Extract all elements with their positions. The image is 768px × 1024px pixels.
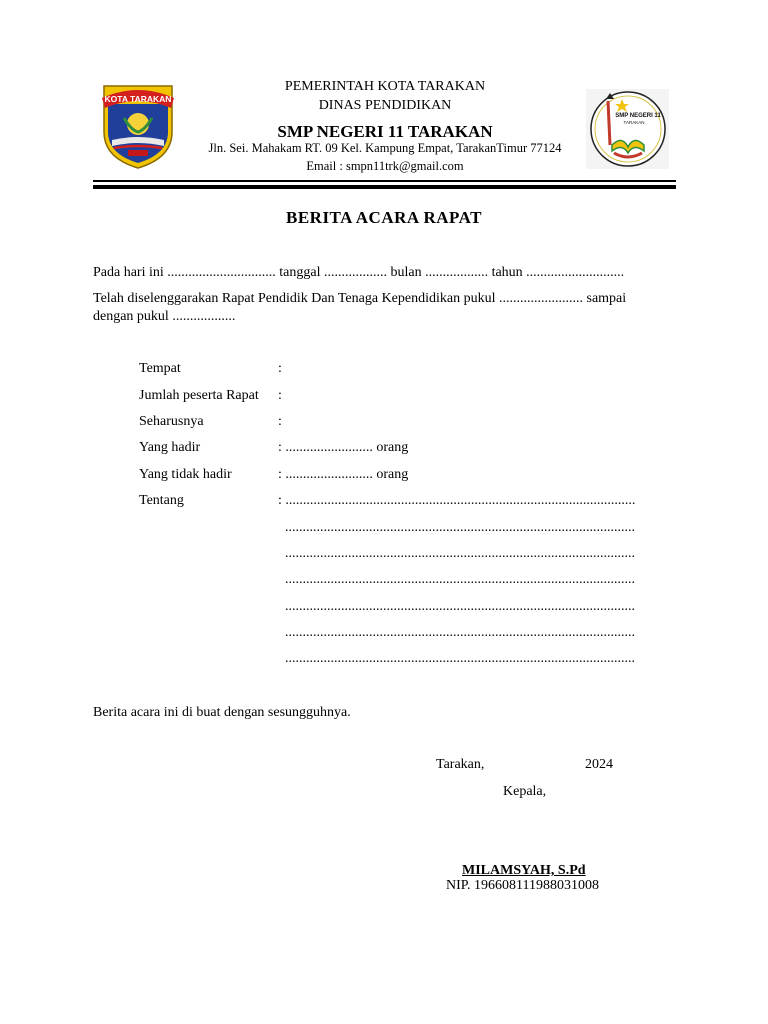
field-label-yang-hadir: Yang hadir xyxy=(139,440,201,455)
logo-left-text: KOTA TARAKAN xyxy=(104,94,172,104)
header-school-name: SMP NEGERI 11 TARAKAN xyxy=(277,122,493,141)
kota-tarakan-emblem xyxy=(98,80,178,170)
signature-role: Kepala, xyxy=(503,784,547,799)
field-value-yang-hadir: : ......................... orang xyxy=(278,440,409,455)
header-rule-thin xyxy=(93,180,676,182)
field-value-seharusnya: : xyxy=(278,414,282,429)
header-government: PEMERINTAH KOTA TARAKAN xyxy=(284,79,486,94)
header-email: Email : smpn11trk@gmail.com xyxy=(306,159,464,173)
signatory-name: MILAMSYAH, S.Pd xyxy=(462,863,586,878)
intro-line-end-time: dengan pukul .................. xyxy=(93,309,236,324)
logo-right-sub: TARAKAN xyxy=(623,120,645,125)
header-rule-thick xyxy=(93,185,676,189)
signature-year: 2024 xyxy=(585,757,613,772)
field-label-jumlah-peserta: Jumlah peserta Rapat xyxy=(139,388,259,403)
field-value-tempat: : xyxy=(278,361,282,376)
field-label-tempat: Tempat xyxy=(139,361,181,376)
tentang-line: .................................................................................................... xyxy=(285,546,635,561)
closing-statement: Berita acara ini di buat dengan sesungguhnya. xyxy=(93,705,351,720)
tentang-line: .................................................................................................... xyxy=(285,520,635,535)
document-title: BERITA ACARA RAPAT xyxy=(285,208,483,227)
signature-place: Tarakan, xyxy=(436,757,485,772)
header-address: Jln. Sei. Mahakam RT. 09 Kel. Kampung Empat, TarakanTimur 77124 xyxy=(208,141,562,155)
intro-line-time: Telah diselenggarakan Rapat Pendidik Dan Tenaga Kependidikan pukul ........................ sampai xyxy=(93,291,627,306)
tentang-line: .................................................................................................... xyxy=(285,625,635,640)
intro-line-date: Pada hari ini ............................... tanggal .................. bulan .................. tahun ............................ xyxy=(93,265,625,280)
field-label-tidak-hadir: Yang tidak hadir xyxy=(139,467,232,482)
header-department: DINAS PENDIDIKAN xyxy=(318,98,452,113)
signatory-nip: NIP. 196608111988031008 xyxy=(446,878,599,893)
tentang-line: .................................................................................................... xyxy=(285,599,635,614)
field-value-tidak-hadir: : ......................... orang xyxy=(278,467,409,482)
smpn11-logo xyxy=(586,89,669,169)
field-value-tentang: : .................................................................................................... xyxy=(278,493,636,508)
field-value-jumlah-peserta: : xyxy=(278,388,282,403)
field-label-tentang: Tentang xyxy=(139,493,184,508)
tentang-line: .................................................................................................... xyxy=(285,651,635,666)
tentang-line: .................................................................................................... xyxy=(285,572,635,587)
field-label-seharusnya: Seharusnya xyxy=(139,414,204,429)
logo-right-text: SMP NEGERI 11 xyxy=(615,113,661,119)
